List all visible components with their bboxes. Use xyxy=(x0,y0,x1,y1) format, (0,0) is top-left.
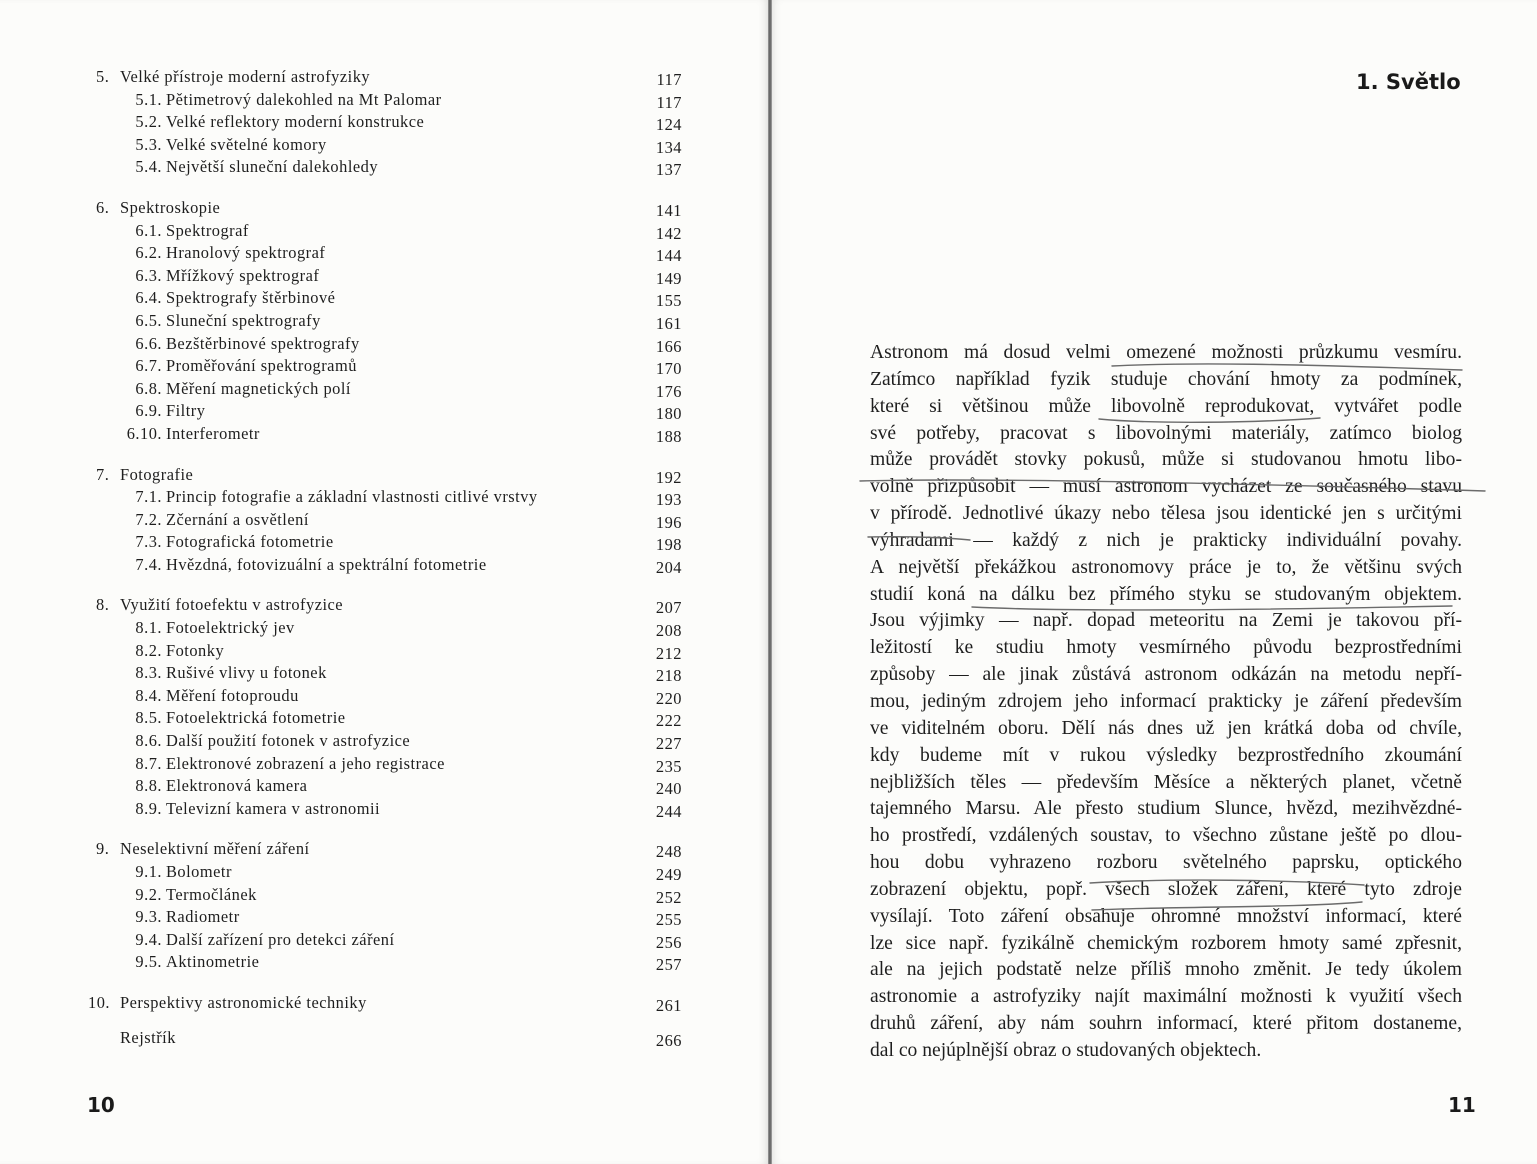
toc-entry-number: 9. xyxy=(96,839,110,859)
toc-entry-title: Bezštěrbinové spektrografy xyxy=(166,333,360,353)
text-line: ve viditelném oboru. Dělí nás dnes už jen krátká doba od chvíle, xyxy=(870,717,1462,739)
toc-entry-number: 7. xyxy=(96,464,110,484)
toc-entry-number: 7.2. xyxy=(135,509,162,529)
left-page xyxy=(0,0,768,1164)
text-line: Zatímco například fyzik studuje chování hmoty za podmínek, xyxy=(870,368,1462,390)
toc-entry-title: Hvězdná, fotovizuální a spektrální fotometrie xyxy=(166,554,487,574)
toc-entry-section-3-1 xyxy=(88,486,688,509)
text-line: mou, jediným zdrojem jeho informací prakticky je záření především xyxy=(870,690,1462,712)
toc-entry-page: 235 xyxy=(655,756,682,776)
toc-entry-title: Hranolový spektrograf xyxy=(166,243,326,263)
text-line: lze sice např. fyzikálně chemickým rozborem hmoty samé zpřesnit, xyxy=(870,932,1462,954)
toc-entry-page: 207 xyxy=(655,598,682,618)
toc-entry-section-3-2 xyxy=(88,509,688,532)
toc-entry-section-2-8 xyxy=(88,378,688,401)
toc-entry-page: 198 xyxy=(655,535,682,555)
toc-entry-page: 204 xyxy=(655,557,682,577)
toc-entry-number: 9.3. xyxy=(135,907,162,927)
toc-entry-number: 7.1. xyxy=(135,487,162,507)
toc-entry-title: Bolometr xyxy=(166,862,232,881)
toc-entry-section-1-4 xyxy=(88,156,688,179)
toc-entry-section-2-3 xyxy=(88,265,688,288)
toc-entry-section-4-6 xyxy=(88,730,688,753)
toc-entry-number: 6.1. xyxy=(135,220,162,240)
toc-entry-section-2-9 xyxy=(88,400,688,423)
text-line: které si většinou může libovolně reprodukovat, vytvářet podle xyxy=(870,395,1462,417)
page-number-left: 10 xyxy=(87,1093,115,1117)
toc-entry-page: 252 xyxy=(655,887,682,907)
toc-entry-title: Spektrograf xyxy=(166,220,249,240)
toc-entry-number: 6.2. xyxy=(135,243,162,263)
toc-chapter xyxy=(88,1027,688,1050)
toc-entry-chapter-1 xyxy=(88,66,688,89)
toc-entry-page: 170 xyxy=(655,359,682,379)
toc-entry-number: 5.1. xyxy=(135,89,162,109)
toc-entry-title: Zčernání a osvětlení xyxy=(166,509,309,529)
toc-entry-page: 137 xyxy=(655,160,682,180)
toc-entry-number: 5.4. xyxy=(135,157,162,177)
page-number-right: 11 xyxy=(1448,1093,1476,1117)
text-line: způsoby — ale jinak zůstává astronom odkázán na metodu nepří- xyxy=(870,664,1462,686)
text-line: ale na jejich podstatě nelze příliš mnoho změnit. Je tedy úkolem xyxy=(870,959,1462,981)
toc-entry-title: Elektronové zobrazení a jeho registrace xyxy=(166,753,445,773)
toc-entry-title: Neselektivní měření záření xyxy=(120,839,310,859)
toc-entry-page: 144 xyxy=(655,246,682,266)
toc-entry-number: 7.4. xyxy=(135,554,162,574)
toc-entry-chapter-4 xyxy=(88,594,688,617)
text-line: své potřeby, pracovat s libovolnými materiály, zatímco biolog xyxy=(870,422,1462,444)
toc-entry-page: 256 xyxy=(655,932,682,952)
toc-entry-page: 117 xyxy=(656,70,682,89)
toc-entry-title: Proměřování spektrogramů xyxy=(166,356,357,376)
toc-entry-chapter-6 xyxy=(88,992,688,1015)
text-line: dal co nejúplnější obraz o studovaných objektech. xyxy=(870,1039,1262,1061)
toc-entry-title: Největší sluneční dalekohledy xyxy=(166,157,379,177)
toc-entry-page: 124 xyxy=(655,115,682,135)
text-line: může provádět stovky pokusů, může si studovanou hmotu libo- xyxy=(870,449,1462,471)
toc-entry-section-5-1 xyxy=(88,861,688,884)
toc-entry-number: 6.3. xyxy=(135,265,162,285)
toc-entry-section-5-3 xyxy=(88,906,688,929)
toc-entry-page: 266 xyxy=(655,1030,682,1050)
toc-entry-title: Rejstřík xyxy=(120,1027,176,1047)
toc-entry-title: Televizní kamera v astronomii xyxy=(166,798,381,818)
toc-entry-page: 142 xyxy=(655,223,682,243)
text-line: v přírodě. Jednotlivé úkazy nebo tělesa jsou identické jen s určitými xyxy=(870,503,1462,525)
toc-entry-title: Filtry xyxy=(166,401,206,421)
toc-entry-title: Sluneční spektrografy xyxy=(166,310,321,330)
toc-entry-section-2-4 xyxy=(88,287,688,310)
toc-entry-number: 8.4. xyxy=(135,685,162,705)
toc-entry-chapter-5 xyxy=(88,838,688,861)
toc-entry-title: Fotografie xyxy=(120,464,194,484)
text-line: zobrazení objektu, popř. všech složek záření, které tyto zdroje xyxy=(870,878,1462,900)
text-line: volně přizpůsobit — musí astronom vycházet ze současného stavu xyxy=(870,476,1462,498)
toc-entry-section-1-2 xyxy=(88,111,688,134)
toc-entry-section-2-10 xyxy=(88,423,688,446)
toc-chapter xyxy=(88,992,688,1015)
text-line: hou dobu vyhrazeno rozboru světelného paprsku, optického xyxy=(870,852,1462,874)
toc-entry-section-4-2 xyxy=(88,640,688,663)
toc-entry-page: 240 xyxy=(655,779,682,799)
toc-entry-number: 5.2. xyxy=(135,112,162,132)
toc-entry-title: Aktinometrie xyxy=(166,952,260,972)
toc-entry-page: 220 xyxy=(655,688,682,708)
toc-entry-title: Mřížkový spektrograf xyxy=(166,265,320,285)
toc-entry-page: 188 xyxy=(655,426,682,446)
toc-entry-title: Princip fotografie a základní vlastnosti citlivé vrstvy xyxy=(166,487,538,507)
toc-entry-title: Pětimetrový dalekohled na Mt Palomar xyxy=(166,89,442,109)
toc-entry-title: Radiometr xyxy=(166,907,240,927)
toc-entry-number: 9.2. xyxy=(135,884,162,904)
toc-entry-page: 161 xyxy=(655,313,682,333)
toc-entry-title: Velké světelné komory xyxy=(166,134,327,154)
table-of-contents xyxy=(88,66,688,1061)
toc-entry-section-2-6 xyxy=(88,333,688,356)
toc-entry-chapter-7 xyxy=(88,1027,688,1050)
toc-entry-number: 7.3. xyxy=(135,532,162,552)
toc-entry-page: 117 xyxy=(656,92,682,112)
toc-entry-title: Elektronová kamera xyxy=(166,776,308,796)
toc-entry-page: 261 xyxy=(655,995,682,1015)
toc-entry-number: 8.7. xyxy=(135,753,162,773)
toc-entry-page: 227 xyxy=(655,734,682,754)
toc-entry-number: 9.5. xyxy=(135,952,162,972)
text-line: Astronom má dosud velmi omezené možnosti průzkumu vesmíru. xyxy=(870,342,1462,363)
text-line: Jsou výjimky — např. dopad meteoritu na Zemi je takovou pří- xyxy=(870,610,1462,632)
toc-entry-title: Perspektivy astronomické techniky xyxy=(120,992,367,1012)
toc-entry-section-4-9 xyxy=(88,798,688,821)
toc-entry-section-1-3 xyxy=(88,134,688,157)
toc-entry-title: Spektroskopie xyxy=(120,197,221,217)
toc-chapter xyxy=(88,464,688,577)
toc-entry-section-3-3 xyxy=(88,531,688,554)
toc-entry-title: Další zařízení pro detekci záření xyxy=(166,929,395,949)
toc-entry-number: 8.1. xyxy=(135,618,162,638)
toc-entry-title: Termočlánek xyxy=(166,884,257,904)
toc-entry-page: 134 xyxy=(655,137,682,157)
toc-entry-section-2-7 xyxy=(88,355,688,378)
toc-entry-title: Velké reflektory moderní konstrukce xyxy=(166,112,425,132)
toc-entry-page: 244 xyxy=(655,801,682,821)
text-line: studií koná na dálku bez přímého styku se studovaným objektem. xyxy=(870,583,1462,605)
toc-entry-number: 9.1. xyxy=(135,862,162,881)
text-line: astronomie a astrofyziky najít maximální možnosti k využití všech xyxy=(870,986,1462,1008)
toc-entry-title: Fotonky xyxy=(166,640,225,660)
toc-entry-number: 9.4. xyxy=(135,929,162,949)
toc-entry-number: 10. xyxy=(88,992,110,1012)
chapter-heading: 1. Světlo xyxy=(1356,70,1461,94)
toc-entry-title: Další použití fotonek v astrofyzice xyxy=(166,731,411,751)
toc-entry-page: 155 xyxy=(655,291,682,311)
toc-entry-page: 255 xyxy=(655,910,682,930)
toc-entry-page: 192 xyxy=(655,467,682,487)
toc-chapter xyxy=(88,197,688,446)
toc-entry-number: 6.8. xyxy=(135,378,162,398)
text-line: druhů záření, aby nám souhrn informací, které přitom dostaneme, xyxy=(870,1013,1462,1035)
toc-entry-number: 6.10. xyxy=(126,423,162,443)
toc-entry-number: 6.9. xyxy=(135,401,162,421)
text-line: vysílají. Toto záření obsahuje ohromné množství informací, které xyxy=(870,905,1462,927)
toc-entry-number: 6.7. xyxy=(135,356,162,376)
toc-entry-page: 149 xyxy=(655,268,682,288)
toc-entry-section-4-5 xyxy=(88,707,688,730)
toc-entry-title: Fotoelektrická fotometrie xyxy=(166,708,346,728)
toc-entry-section-1-1 xyxy=(88,89,688,112)
toc-entry-title: Velké přístroje moderní astrofyziky xyxy=(120,67,371,86)
text-line: nejbližších těles — především Měsíce a některých planet, včetně xyxy=(870,771,1462,793)
toc-entry-page: 176 xyxy=(655,381,682,401)
toc-entry-number: 8.8. xyxy=(135,776,162,796)
toc-entry-title: Spektrografy štěrbinové xyxy=(166,288,336,308)
toc-entry-number: 6. xyxy=(96,197,110,217)
toc-entry-page: 180 xyxy=(655,404,682,424)
toc-entry-page: 212 xyxy=(655,643,682,663)
toc-entry-title: Rušivé vlivy u fotonek xyxy=(166,663,327,683)
toc-entry-number: 8.6. xyxy=(135,731,162,751)
toc-entry-number: 6.6. xyxy=(135,333,162,353)
toc-chapter xyxy=(88,838,688,974)
toc-entry-section-5-2 xyxy=(88,884,688,907)
toc-entry-chapter-3 xyxy=(88,464,688,487)
text-line: ho prostředí, vzdálených soustav, to všechno zůstane ještě po dlou- xyxy=(870,825,1462,847)
toc-entry-number: 5.3. xyxy=(135,134,162,154)
toc-entry-section-4-1 xyxy=(88,617,688,640)
toc-entry-section-4-4 xyxy=(88,685,688,708)
toc-entry-section-5-5 xyxy=(88,951,688,974)
text-line: kdy budeme mít v rukou výsledky bezprostředního zkoumání xyxy=(870,744,1462,766)
text-line: tajemného Marsu. Ale přesto studium Slunce, hvězd, mezihvězdné- xyxy=(870,798,1462,820)
toc-entry-page: 196 xyxy=(655,512,682,532)
toc-entry-title: Využití fotoefektu v astrofyzice xyxy=(120,595,344,615)
toc-entry-section-5-4 xyxy=(88,929,688,952)
toc-entry-title: Měření fotoproudu xyxy=(166,685,299,705)
toc-entry-number: 8.3. xyxy=(135,663,162,683)
toc-entry-title: Interferometr xyxy=(166,423,260,443)
toc-chapter xyxy=(88,594,688,820)
toc-entry-page: 218 xyxy=(655,666,682,686)
toc-entry-number: 8. xyxy=(96,595,110,615)
toc-entry-page: 248 xyxy=(655,842,682,862)
toc-entry-page: 222 xyxy=(655,711,682,731)
right-page xyxy=(772,0,1537,1164)
toc-entry-title: Fotografická fotometrie xyxy=(166,532,334,552)
toc-entry-number: 8.5. xyxy=(135,708,162,728)
toc-entry-number: 6.4. xyxy=(135,288,162,308)
toc-entry-page: 249 xyxy=(655,865,682,884)
toc-entry-title: Měření magnetických polí xyxy=(166,378,351,398)
text-line: výhradami — každý z nich je prakticky individuální povahy. xyxy=(870,529,1462,551)
toc-entry-page: 208 xyxy=(655,621,682,641)
toc-entry-chapter-2 xyxy=(88,197,688,220)
toc-entry-page: 166 xyxy=(655,336,682,356)
toc-entry-number: 6.5. xyxy=(135,310,162,330)
toc-entry-page: 193 xyxy=(655,490,682,510)
toc-entry-page: 141 xyxy=(655,200,682,220)
toc-chapter xyxy=(88,66,688,179)
toc-entry-title: Fotoelektrický jev xyxy=(166,618,295,638)
toc-entry-section-2-2 xyxy=(88,242,688,265)
toc-entry-section-3-4 xyxy=(88,554,688,577)
chapter-body-text xyxy=(870,340,1462,1065)
toc-entry-section-4-7 xyxy=(88,753,688,776)
toc-entry-section-4-8 xyxy=(88,775,688,798)
toc-entry-section-4-3 xyxy=(88,662,688,685)
toc-entry-number: 5. xyxy=(96,67,110,86)
toc-entry-section-2-5 xyxy=(88,310,688,333)
text-line: ležitostí ke studiu hmoty vesmírného původu bezprostředními xyxy=(870,637,1462,659)
toc-entry-number: 8.9. xyxy=(135,798,162,818)
toc-entry-number: 8.2. xyxy=(135,640,162,660)
toc-entry-page: 257 xyxy=(655,955,682,975)
text-line: A největší překážkou astronomovy práce je to, že většinu svých xyxy=(870,556,1462,578)
toc-entry-section-2-1 xyxy=(88,220,688,243)
